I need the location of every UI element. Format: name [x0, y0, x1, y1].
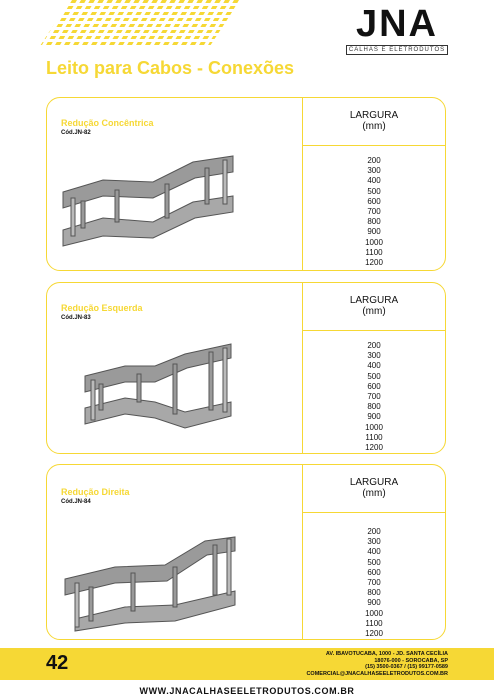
- width-value: 200: [367, 341, 381, 350]
- width-value: 700: [367, 578, 381, 588]
- width-table: [302, 465, 445, 639]
- width-value: 800: [367, 217, 381, 227]
- company-address: [306, 651, 448, 677]
- product-name: Redução Esquerda: [61, 303, 143, 313]
- website-link[interactable]: WWW.JNACALHASEELETRODUTOS.COM.BR: [139, 686, 355, 696]
- width-value: 700: [367, 207, 381, 217]
- width-value: 400: [367, 176, 381, 186]
- width-value: 600: [367, 381, 381, 391]
- width-header-label: LARGURA: [349, 477, 399, 488]
- width-value: 1200: [365, 443, 383, 453]
- width-table: [302, 283, 445, 453]
- cable-tray-left-reduction-icon: [55, 328, 245, 448]
- width-table-header: [303, 465, 445, 513]
- width-header-unit: (mm): [362, 121, 386, 132]
- width-value: 1000: [365, 608, 383, 618]
- address-line: 18076-000 - SOROCABA, SP: [374, 657, 448, 664]
- width-values: [303, 331, 445, 453]
- width-value: 1000: [365, 422, 383, 432]
- cable-tray-right-reduction-icon: [55, 515, 245, 635]
- product-code: Cód.JN-84: [61, 499, 91, 505]
- width-value: 500: [367, 186, 381, 196]
- product-info: [47, 465, 302, 639]
- width-table-header: [303, 98, 445, 146]
- phone-line: (15) 3500-0367 / (15) 99177-0589: [365, 664, 448, 670]
- width-value: 1100: [365, 618, 383, 628]
- width-value: 300: [367, 537, 381, 547]
- width-table-header: [303, 283, 445, 331]
- email-line: COMERCIAL@JNACALHASEELETRODUTOS.COM.BR: [306, 670, 448, 677]
- page-number: 42: [46, 652, 69, 674]
- product-card-right: [46, 464, 446, 640]
- width-value: 1100: [365, 432, 383, 442]
- width-header-label: LARGURA: [349, 110, 399, 121]
- width-value: 300: [367, 166, 381, 176]
- width-value: 500: [367, 371, 381, 381]
- width-values: [303, 513, 445, 639]
- width-value: 800: [367, 588, 381, 598]
- width-value: 300: [367, 351, 381, 361]
- cable-tray-concentric-reduction-icon: [55, 146, 245, 266]
- product-code: Cód.JN-83: [61, 315, 91, 321]
- logo-mark: JNA: [355, 3, 439, 45]
- product-code: Cód.JN-82: [61, 130, 91, 136]
- width-value: 800: [367, 402, 381, 412]
- product-name: Redução Direita: [61, 487, 130, 497]
- width-value: 700: [367, 392, 381, 402]
- width-header-unit: (mm): [362, 488, 386, 499]
- product-card-left: [46, 282, 446, 454]
- address-line: AV. IBAVOTUCABA, 1000 - JD. SANTA CECÍLIA: [325, 651, 448, 657]
- width-value: 1200: [365, 258, 383, 268]
- width-value: 500: [367, 557, 381, 567]
- decorative-perforated-pattern: [0, 0, 240, 50]
- company-logo: [346, 4, 448, 55]
- width-value: 900: [367, 227, 381, 237]
- product-info: [47, 98, 302, 270]
- width-header-unit: (mm): [362, 306, 386, 317]
- width-values: [303, 146, 445, 268]
- width-value: 200: [367, 527, 381, 536]
- width-value: 900: [367, 598, 381, 608]
- width-value: 200: [367, 156, 381, 165]
- width-header-label: LARGURA: [349, 295, 399, 306]
- footer-bar: [0, 648, 494, 680]
- product-name: Redução Concêntrica: [61, 118, 154, 128]
- width-value: 1000: [365, 237, 383, 247]
- width-value: 400: [367, 361, 381, 371]
- width-value: 600: [367, 196, 381, 206]
- logo-tagline: CALHAS E ELETRODUTOS: [346, 45, 448, 55]
- width-value: 900: [367, 412, 381, 422]
- width-value: 1100: [365, 247, 383, 257]
- width-value: 400: [367, 547, 381, 557]
- page-title: Leito para Cabos - Conexões: [46, 58, 295, 78]
- width-value: 600: [367, 567, 381, 577]
- product-info: [47, 283, 302, 453]
- width-value: 1200: [365, 629, 383, 639]
- product-card-concentric: [46, 97, 446, 271]
- width-table: [302, 98, 445, 270]
